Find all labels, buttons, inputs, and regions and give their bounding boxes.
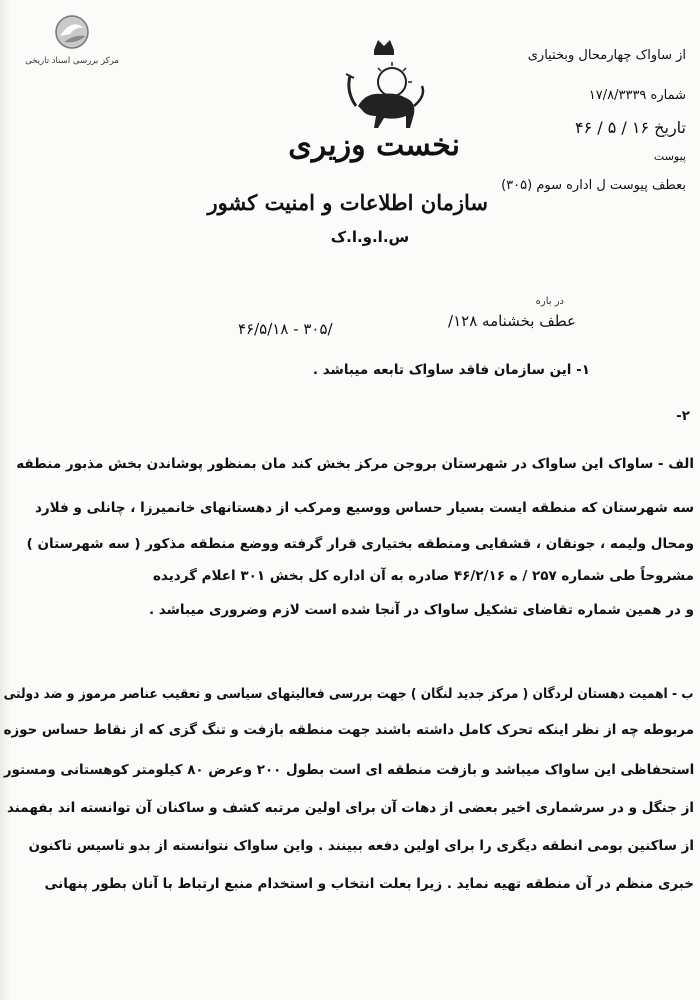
attachment-field: پیوست — [653, 150, 686, 163]
body-line: مربوطه چه از نظر اینکه تحرک کامل داشته باشند جهت منطقه بازفت و تنگ گزی که از نقاط حساس حوزه — [3, 722, 694, 738]
letter-number: شماره ۱۷/۸/۳۳۳۹ — [588, 88, 686, 103]
body-line: استحفاظی این ساواک میباشد و بازفت منطقه ای است بطول ۲۰۰ وعرض ۸۰ کیلومتر کوهستانی ومستور — [3, 762, 694, 778]
subject-label: در باره — [535, 296, 564, 307]
letterhead-title: نخست وزیری — [288, 128, 460, 163]
body-line: و در همین شماره تقاضای تشکیل ساواک در آنجا شده است لازم وضروری میباشد . — [148, 602, 694, 618]
subject-dates: ۴۶/۵/۱۸ - ۳۰۵/ — [238, 320, 333, 338]
archive-emblem-icon — [54, 14, 90, 54]
organization-abbreviation: س.ا.و.ا.ک — [330, 228, 410, 246]
subject-reference: عطف بخشنامه ۱۲۸/ — [448, 312, 576, 330]
body-line: خبری منظم در آن منطقه تهیه نماید . زیرا بعلت انتخاب و استخدام منبع ارتباط با آنان بطور پنهانی — [44, 876, 694, 892]
letter-date: تاریخ ۱۶ / ۵ / ۴۶ — [574, 118, 686, 137]
organization-name: سازمان اطلاعات و امنیت کشور — [207, 190, 488, 215]
lion-and-sun-emblem-icon — [336, 36, 432, 136]
body-line: مشروحاً طی شماره ۲۵۷ / ه ۴۶/۲/۱۶ صادره به آن اداره کل بخش ۳۰۱ اعلام گردیده — [152, 568, 694, 584]
archive-name: مرکز بررسی اسناد تاریخی — [25, 56, 119, 66]
archive-logo — [16, 10, 128, 70]
body-line: از ساکنین بومی انطقه دیگری را برای اولین دفعه ببینند . واین ساواک نتوانسته از بدو تاسیس تاکنون — [28, 838, 694, 854]
body-line: الف - ساواک این ساواک در شهرستان بروجن مرکز بخش کند مان بمنظور پوشاندن بخش مذبور منطقه — [16, 456, 694, 472]
sender-field: از ساواک چهارمحال وبختیاری — [527, 48, 686, 63]
follow-up-reference: بعطف پیوست ل اداره سوم (۳۰۵) — [501, 178, 686, 193]
body-line: سه شهرستان که منطقه ایست بسیار حساس ووسیع ومرکب از دهستانهای خانمیرزا ، چانلی و فلارد — [34, 500, 694, 516]
body-line: ب - اهمیت دهستان لردگان ( مرکز جدید لنگان ) جهت بررسی فعالیتهای سیاسی و تعقیب عناصر مرموز و ضد دولتی — [3, 686, 694, 702]
body-line: ومحال ولیمه ، جونقان ، قشقایی ومنطقه بختیاری قرار گرفته ووضع منطقه مذکور ( سه شهرستان ) — [26, 536, 694, 552]
body-line: ۲- — [676, 408, 690, 424]
body-line: از جنگل و در سرشماری اخیر بعضی از دهات آن برای اولین مرتبه کشف و ساکنان آن توانسته اند بفهمند — [7, 800, 694, 816]
body-line: ۱- این سازمان فاقد ساواک تابعه میباشد . — [312, 362, 590, 378]
scan-edge — [0, 0, 10, 1000]
